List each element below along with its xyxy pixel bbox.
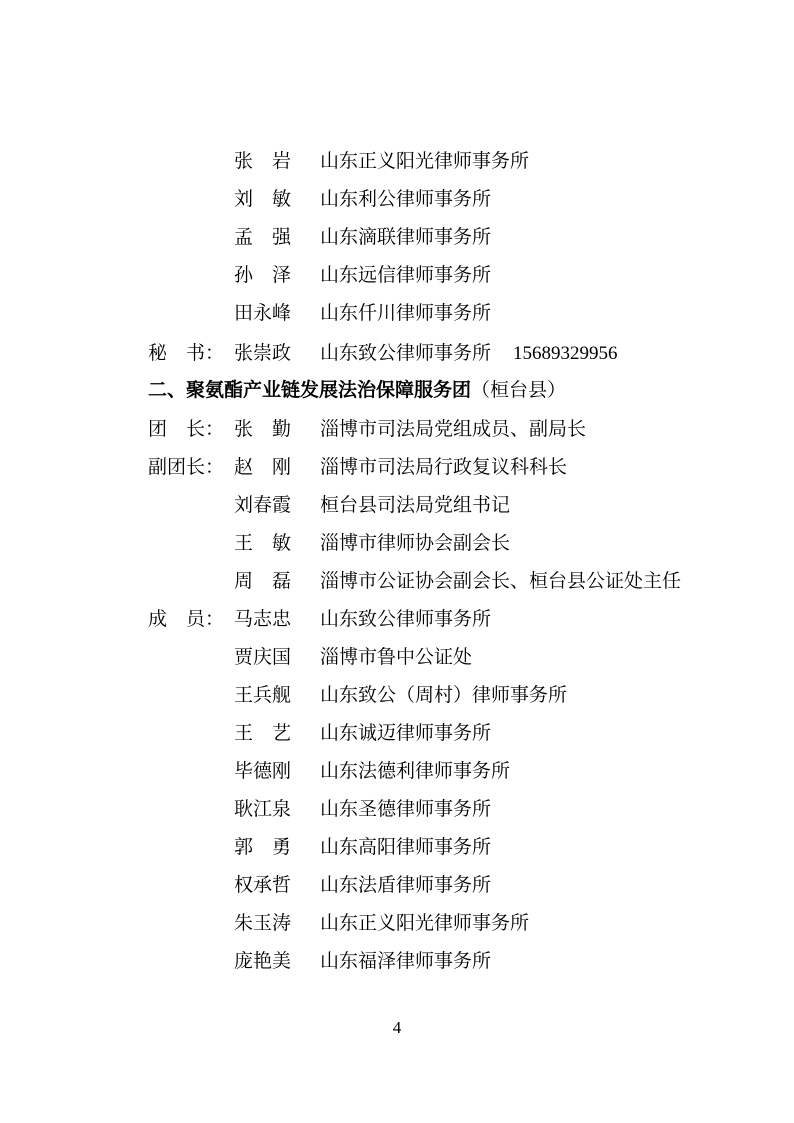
member-name: 郭 勇	[234, 836, 292, 858]
member-name: 刘 敏	[234, 188, 292, 210]
section-title: 二、聚氨酯产业链发展法治保障服务团	[148, 379, 472, 401]
member-name: 王兵舰	[234, 684, 292, 706]
member-org: 山东法德利律师事务所	[320, 760, 511, 782]
vice-leader-name: 赵 刚	[234, 456, 292, 478]
member-org: 山东致公律师事务所	[320, 608, 492, 630]
member-name: 孟 强	[234, 226, 292, 248]
section-heading	[148, 375, 566, 405]
member-name: 张 岩	[234, 150, 292, 172]
vice-leader-org: 淄博市律师协会副会长	[320, 532, 511, 554]
member-name: 耿江泉	[234, 798, 292, 820]
page-number: 4	[392, 1018, 402, 1037]
member-name: 王 艺	[234, 722, 292, 744]
secretary-org-and-phone	[320, 338, 618, 369]
member-org: 山东圣德律师事务所	[320, 798, 492, 820]
vice-leader-name: 刘春霞	[234, 494, 292, 516]
member-org: 山东法盾律师事务所	[320, 874, 492, 896]
member-org: 山东利公律师事务所	[320, 188, 492, 210]
member-org: 山东正义阳光律师事务所	[320, 150, 530, 172]
secretary-org: 山东致公律师事务所	[320, 342, 492, 364]
member-org: 山东致公（周村）律师事务所	[320, 684, 568, 706]
member-org: 山东福泽律师事务所	[320, 950, 492, 972]
member-org: 山东远信律师事务所	[320, 264, 492, 286]
member-name: 田永峰	[234, 302, 292, 324]
member-name: 马志忠	[234, 608, 292, 630]
vice-leader-org: 淄博市司法局行政复议科科长	[320, 456, 568, 478]
vice-leader-name: 周 磊	[234, 570, 292, 592]
leader-org: 淄博市司法局党组成员、副局长	[320, 418, 587, 440]
secretary-role: 秘 书：	[148, 342, 225, 364]
vice-leader-role: 副团长：	[148, 456, 225, 478]
member-org: 山东诚迈律师事务所	[320, 722, 492, 744]
member-name: 权承哲	[234, 874, 292, 896]
member-name: 庞艳美	[234, 950, 292, 972]
member-name: 贾庆国	[234, 646, 292, 668]
member-name: 毕德刚	[234, 760, 292, 782]
member-org: 淄博市鲁中公证处	[320, 646, 473, 668]
member-name: 朱玉涛	[234, 912, 292, 934]
member-name: 孙 泽	[234, 264, 292, 286]
members-role: 成 员：	[148, 608, 225, 630]
member-org: 山东正义阳光律师事务所	[320, 912, 530, 934]
secretary-name: 张崇政	[234, 342, 292, 364]
member-org: 山东高阳律师事务所	[320, 836, 492, 858]
vice-leader-name: 王 敏	[234, 532, 292, 554]
leader-role: 团 长：	[148, 418, 225, 440]
section-title-suffix: （桓台县）	[471, 379, 567, 401]
secretary-phone: 15689329956	[513, 343, 618, 364]
member-org: 山东仟川律师事务所	[320, 302, 492, 324]
member-org: 山东滴联律师事务所	[320, 226, 492, 248]
vice-leader-org: 桓台县司法局党组书记	[320, 494, 511, 516]
leader-name: 张 勤	[234, 418, 292, 440]
vice-leader-org: 淄博市公证协会副会长、桓台县公证处主任	[320, 570, 682, 592]
